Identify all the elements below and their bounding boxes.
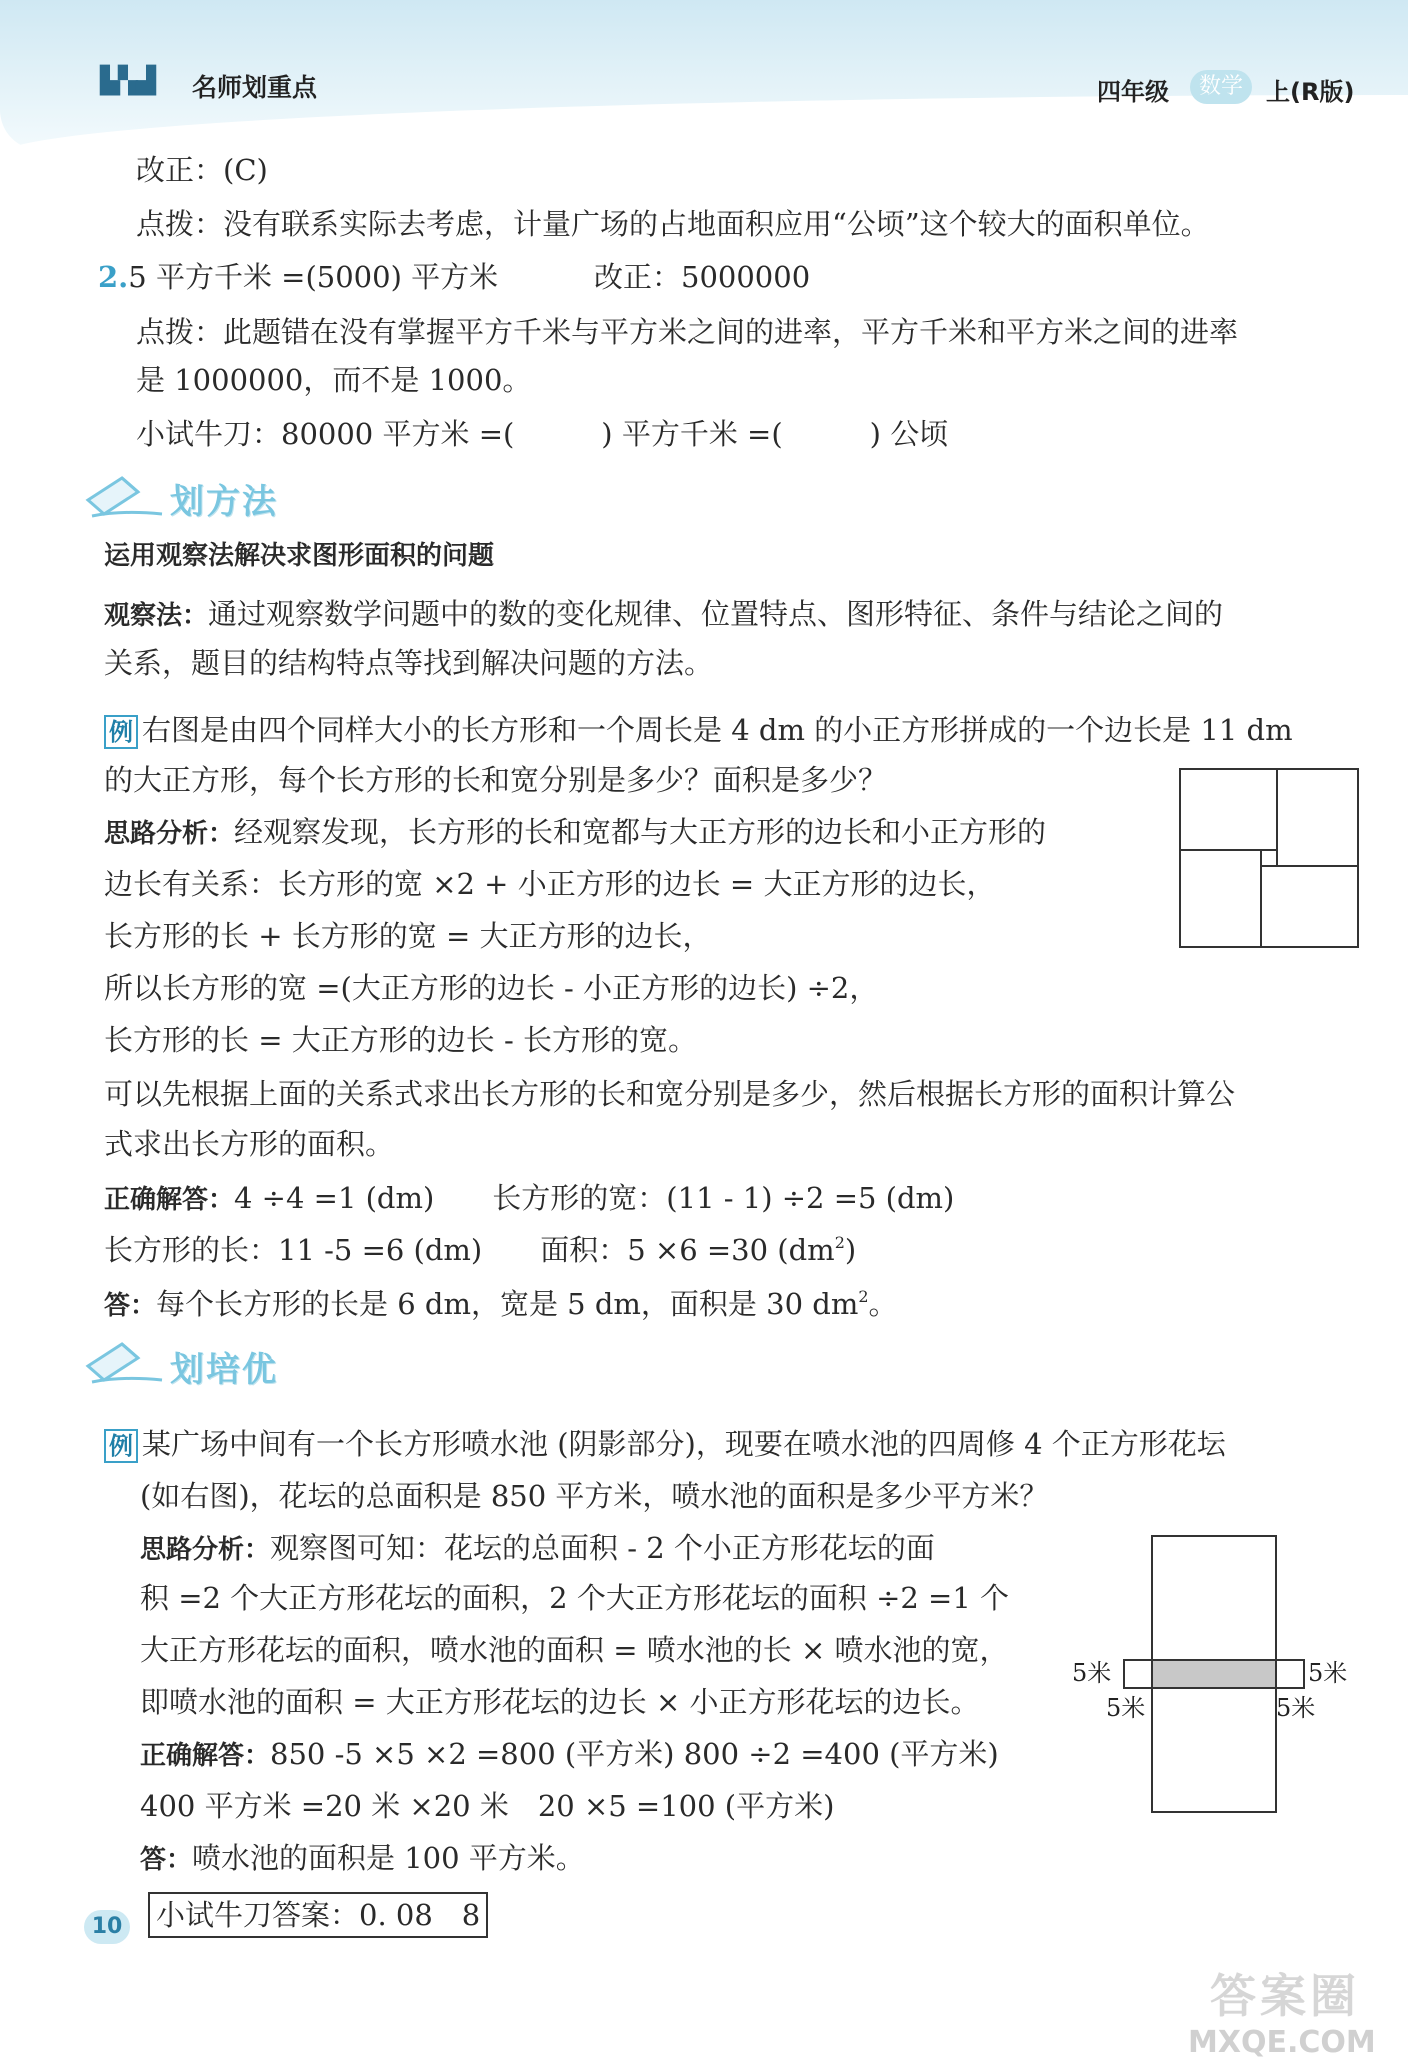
method-definition-a xyxy=(104,594,1223,636)
analysis-1-f: 可以先根据上面的关系式求出长方形的长和宽分别是多少，然后根据长方形的面积计算公 xyxy=(104,1077,1236,1111)
answer-1-end: 。 xyxy=(868,1287,898,1321)
analysis-2-a xyxy=(140,1528,935,1570)
watermark-logo: 答案圈 xyxy=(1210,1969,1360,2023)
label-right-inner: 5米 xyxy=(1276,1694,1316,1722)
logo-icon: ▙▚▟ xyxy=(100,66,154,96)
figure-fountain xyxy=(1068,1530,1368,1830)
example-1-line-a xyxy=(104,710,1293,750)
pencil-icon xyxy=(82,470,172,520)
item-2 xyxy=(98,257,498,297)
analysis-2-c: 大正方形花坛的面积，喷水池的面积 = 喷水池的长 × 喷水池的宽， xyxy=(140,1633,1009,1667)
header-brand: 名师划重点 xyxy=(192,73,318,102)
method-subtitle: 运用观察法解决求图形面积的问题 xyxy=(104,541,495,571)
hint-2b: 是 1000000，而不是 1000。 xyxy=(136,363,532,397)
analysis-1-g: 式求出长方形的面积。 xyxy=(104,1127,395,1161)
example-1-line-b: 的大正方形，每个长方形的长和宽分别是多少？面积是多少？ xyxy=(104,763,888,797)
answer-2 xyxy=(140,1838,585,1880)
analysis-1-e: 长方形的长 = 大正方形的边长 - 长方形的宽。 xyxy=(104,1023,697,1057)
answer-2-text: 喷水池的面积是 100 平方米。 xyxy=(192,1841,585,1875)
method-definition-b: 关系，题目的结构特点等找到解决问题的方法。 xyxy=(104,646,714,680)
page-number: 10 xyxy=(84,1910,130,1944)
trial-question: 小试牛刀：80000 平方米 =( ) 平方千米 =( ) 公顷 xyxy=(136,417,949,451)
label-right-outer: 5米 xyxy=(1308,1659,1348,1687)
hint-1: 点拨：没有联系实际去考虑，计量广场的占地面积应用“公顷”这个较大的面积单位。 xyxy=(136,207,1210,241)
answer-label: 答： xyxy=(140,1845,193,1875)
solution-label: 正确解答： xyxy=(104,1185,235,1215)
analysis-label: 思路分析： xyxy=(104,819,235,849)
analysis-1-a xyxy=(104,812,1046,854)
example-tag: 例 xyxy=(104,715,138,749)
example-2-line-a xyxy=(104,1424,1226,1464)
analysis-1-b: 边长有关系：长方形的宽 ×2 + 小正方形的边长 = 大正方形的边长， xyxy=(104,867,996,901)
solution-1-a xyxy=(104,1178,954,1220)
solution-1-text-a: 4 ÷4 =1 (dm) 长方形的宽：(11 - 1) ÷2 =5 (dm) xyxy=(234,1181,955,1215)
analysis-1-text-a: 经观察发现，长方形的长和宽都与大正方形的边长和小正方形的 xyxy=(234,815,1047,849)
answer-1 xyxy=(104,1284,898,1326)
example-1-text-a: 右图是由四个同样大小的长方形和一个周长是 4 dm 的小正方形拼成的一个边长是 11 dm xyxy=(142,713,1293,747)
example-2-text-a: 某广场中间有一个长方形喷水池 (阴影部分)，现要在喷水池的四周修 4 个正方形花坛 xyxy=(142,1427,1226,1461)
solution-1-text-b: 长方形的长：11 -5 =6 (dm) 面积：5 ×6 =30 (dm xyxy=(104,1233,835,1267)
section-method-title: 划方法 xyxy=(170,482,278,522)
pencil-icon xyxy=(82,1336,172,1386)
analysis-label: 思路分析： xyxy=(140,1535,271,1565)
label-left-outer: 5米 xyxy=(1072,1659,1112,1687)
definition-label: 观察法： xyxy=(104,601,209,631)
solution-2-b: 400 平方米 =20 米 ×20 米 20 ×5 =100 (平方米) xyxy=(140,1789,835,1823)
analysis-2-d: 即喷水池的面积 = 大正方形花坛的边长 × 小正方形花坛的边长。 xyxy=(140,1685,980,1719)
correction-1: 改正：(C) xyxy=(136,153,268,187)
watermark-url: MXQE.COM xyxy=(1188,2025,1376,2060)
analysis-2-b: 积 =2 个大正方形花坛的面积，2 个大正方形花坛的面积 ÷2 =1 个 xyxy=(140,1581,1010,1615)
analysis-1-c: 长方形的长 + 长方形的宽 = 大正方形的边长， xyxy=(104,919,712,953)
answer-label: 答： xyxy=(104,1291,157,1321)
section-advance-title: 划培优 xyxy=(170,1350,278,1390)
item-2-fix: 改正：5000000 xyxy=(594,260,811,294)
analysis-1-d: 所以长方形的宽 =(大正方形的边长 - 小正方形的边长) ÷2， xyxy=(104,971,879,1005)
item-2-number: 2. xyxy=(98,260,129,294)
header-edition: 上(R版) xyxy=(1266,78,1355,106)
example-tag: 例 xyxy=(104,1429,138,1463)
solution-1-end: ) xyxy=(844,1233,857,1267)
solution-1-b xyxy=(104,1230,856,1270)
label-left-inner: 5米 xyxy=(1106,1694,1146,1722)
header-subject: 数学 xyxy=(1190,70,1252,104)
solution-label: 正确解答： xyxy=(140,1741,271,1771)
answer-1-text: 每个长方形的长是 6 dm，宽是 5 dm，面积是 30 dm xyxy=(156,1287,859,1321)
trial-answer-box: 小试牛刀答案：0. 08 8 xyxy=(148,1892,488,1938)
example-2-line-b: (如右图)，花坛的总面积是 850 平方米，喷水池的面积是多少平方米？ xyxy=(140,1479,1049,1513)
solution-2-text-a: 850 -5 ×5 ×2 =800 (平方米) 800 ÷2 =400 (平方米) xyxy=(270,1737,999,1771)
analysis-2-text-a: 观察图可知：花坛的总面积 - 2 个小正方形花坛的面 xyxy=(270,1531,935,1565)
answer-1-sup: 2 xyxy=(858,1287,869,1306)
definition-text-a: 通过观察数学问题中的数的变化规律、位置特点、图形特征、条件与结论之间的 xyxy=(208,597,1224,631)
hint-2a: 点拨：此题错在没有掌握平方千米与平方米之间的进率，平方千米和平方米之间的进率 xyxy=(136,315,1239,349)
header-grade: 四年级 xyxy=(1097,78,1169,106)
solution-2-a xyxy=(140,1734,999,1776)
figure-square-puzzle xyxy=(1178,767,1362,951)
solution-1-sup: 2 xyxy=(834,1233,845,1252)
item-2-text: 5 平方千米 =(5000) 平方米 xyxy=(128,260,499,294)
